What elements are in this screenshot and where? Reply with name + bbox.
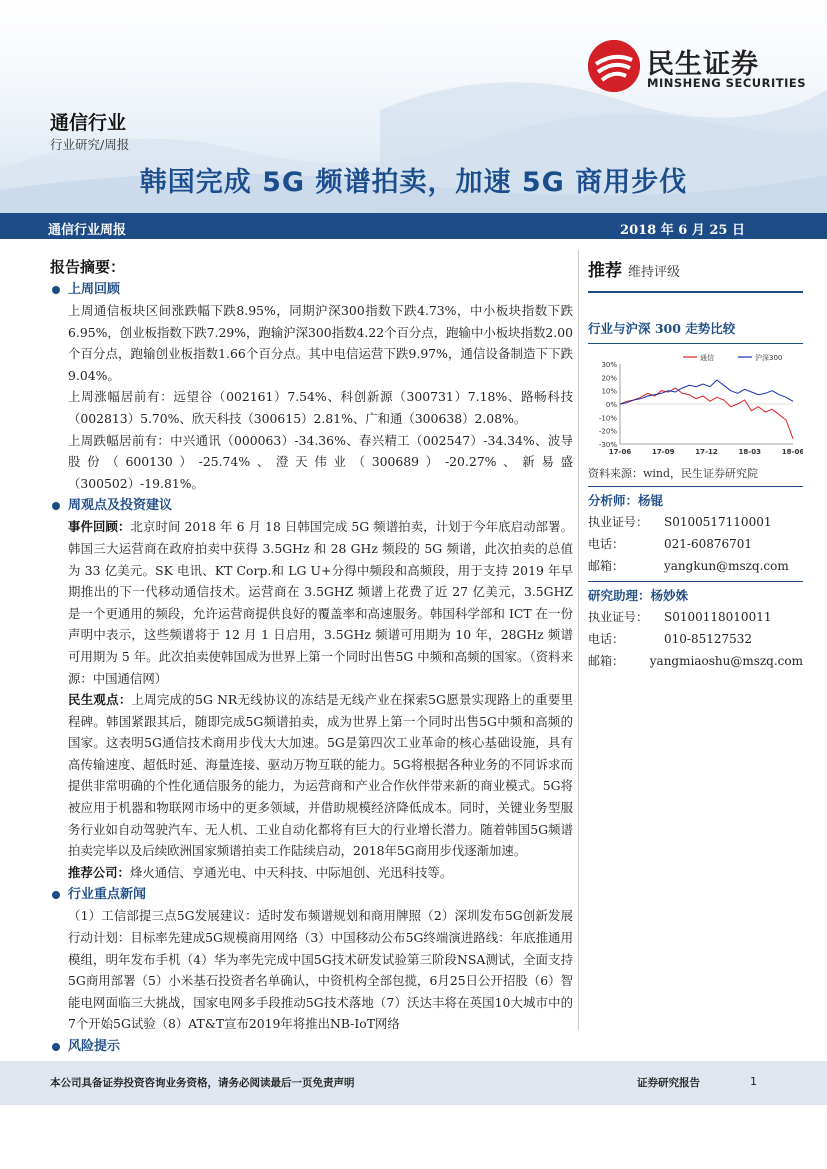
bullet-icon — [52, 1043, 60, 1051]
bullet-icon — [52, 891, 60, 899]
analyst-heading: 分析师：杨锟 — [588, 493, 664, 508]
contact-value: 010-85127532 — [664, 632, 753, 646]
contact-row — [588, 650, 803, 672]
contact-row — [588, 511, 803, 533]
section-heading: 风险提示 — [50, 1037, 573, 1057]
contact-value: S0100118010011 — [664, 610, 772, 624]
y-tick-label: 0% — [605, 401, 617, 409]
bullet-icon — [52, 286, 60, 294]
y-tick-label: -20% — [598, 427, 617, 436]
footer-doc-type: 证券研究报告 — [637, 1077, 700, 1089]
y-tick-label: 10% — [601, 387, 617, 396]
section-heading: 行业重点新闻 — [50, 885, 573, 905]
x-tick-label: 17-06 — [608, 448, 632, 456]
y-tick-label: 20% — [601, 374, 617, 383]
contact-row — [588, 533, 803, 555]
section-news — [50, 885, 573, 1035]
legend-label: 通信 — [700, 354, 714, 362]
paragraph: 上周跌幅居前有：中兴通讯（000063）-34.36%、春兴精工（002547）-34.34%、波导股份（600130）-25.74%、澄天伟业（300689）-20.27%、新易盛（300502）-19.81%。 — [68, 432, 573, 491]
sidebar — [588, 256, 803, 672]
contact-value: 021-60876701 — [664, 537, 753, 551]
x-tick-label: 17-09 — [652, 448, 675, 456]
y-tick-label: 30% — [601, 361, 617, 369]
contact-value[interactable]: yangmiaoshu@mszq.com — [649, 654, 803, 668]
brand-name-cn: 民生证券 — [647, 49, 759, 80]
contact-row — [588, 606, 803, 628]
section-view — [50, 496, 573, 883]
contact-label: 电话： — [588, 537, 625, 551]
footer-disclaimer: 本公司具备证券投资咨询业务资格，请务必阅读最后一页免责声明 — [50, 1077, 355, 1089]
x-tick-label: 18-06 — [781, 448, 803, 456]
contact-value: S0100517110001 — [664, 515, 772, 529]
paragraph: （1）工信部提三点5G发展建议：适时发布频谱规划和商用牌照（2）深圳发布5G创新发展行动计划：目标率先建成5G规模商用网络（3）中国移动公布5G终端演进路线：年底推通用模组，明年发布手机（4）华为率先完成中国5G技术研发试验第三阶段NSA测试，全面支持5G商用部署（5）小米基石投资者名单确认，中资机构全部包揽，6月25日公开招股（6）智能电网面临三大挑战，国家电网多手段推动5G技术落地（7）沃达丰将在英国10大城市中的7个开始5G试验（8）AT&T宣布2019年将推出NB-IoT网络 — [68, 908, 573, 1032]
paragraph: 事件回顾：北京时间 2018 年 6 月 18 日韩国完成 5G 频谱拍卖，计划于今年底启动部署。韩国三大运营商在政府拍卖中获得 3.5GHz 和 28 GHz 频段的 5G 频谱，此次拍卖的总值为 33 亿美元。SK 电讯、KT Corp.和 LG U+分得中频段和高频段，用于支持 2019 年早期推出的下一代移动通信技术。运营商在 3.5GHZ 频谱上花费了近 27 亿美元，3.5GHZ 是一个更通用的频段，允许运营商提供良好的覆盖率和高速服务。韩国科学部和 ICT 在一份声明中表示，这些频谱将于 12 月 1 日启用，3.5GHz 频谱可用期为 10 年，28GHz 频谱可用期为 5 年。此次拍卖使韩国成为世界上第一个同时出售5G 中频和高频的国家。（资料来源：中国通信网） — [68, 519, 573, 686]
main-content — [50, 280, 573, 1081]
section-heading: 周观点及投资建议 — [50, 496, 573, 516]
legend-label: 沪深300 — [755, 354, 783, 362]
industry-label: 通信行业 — [50, 112, 127, 134]
brand-logo-icon — [588, 40, 640, 92]
contact-row — [588, 555, 803, 577]
paragraph: 上周涨幅居前有：远望谷（002161）7.54%、科创新源（300731）7.18%、路畅科技（002813）5.70%、欣天科技（300615）2.81%、广和通（300638）2.08%。 — [68, 389, 573, 426]
x-tick-label: 18-03 — [738, 448, 761, 456]
divider — [588, 486, 803, 487]
report-series-label: 通信行业周报 — [48, 223, 127, 238]
contact-label: 执业证号： — [588, 515, 649, 529]
chart-source: 资料来源：wind，民生证券研究院 — [588, 467, 759, 480]
series-line-hs300 — [620, 380, 793, 404]
y-tick-label: -10% — [598, 414, 617, 423]
assistant-heading: 研究助理：杨妙姝 — [588, 588, 689, 603]
rating: 推荐 维持评级 — [588, 261, 681, 281]
bullet-icon — [52, 502, 60, 510]
paragraph: 推荐公司：烽火通信、亨通光电、中天科技、中际旭创、光迅科技等。 — [68, 864, 453, 880]
brand-name-en: MINSHENG SECURITIES — [647, 76, 806, 90]
series-line-telecom — [620, 388, 793, 439]
contact-label: 邮箱： — [588, 654, 625, 668]
contact-label: 执业证号： — [588, 610, 649, 624]
divider — [588, 581, 803, 582]
page-number: 1 — [750, 1075, 757, 1088]
contact-label: 电话： — [588, 632, 625, 646]
section-heading: 上周回顾 — [50, 280, 573, 300]
assistant-contact — [588, 606, 803, 672]
report-date: 2018 年 6 月 25 日 — [620, 223, 745, 238]
page-title: 韩国完成 5G 频谱拍卖，加速 5G 商用步伐 — [139, 167, 688, 198]
paragraph: 民生观点：上周完成的5G NR无线协议的冻结是无线产业在探索5G愿景实现路上的重要里程碑。韩国紧跟其后，随即完成5G频谱拍卖，成为世界上第一个同时出售5G中频和高频的国家。这表明5G通信技术商用步伐大大加速。5G是第四次工业革命的核心基础设施，具有高传输速度、超低时延、海量连接、驱动万物互联的能力。5G将根据各种业务的不同诉求而提供非常明确的个性化通信服务的能力，为运营商和产业合作伙伴带来新的商业模式。5G将被应用于机器和物联网市场中的更多领域，并借助规模经济降低成本。同时，关键业务型服务行业如自动驾驶汽车、无人机、工业自动化都将有巨大的行业增长潜力。随着韩国5G频谱拍卖完毕以及后续欧洲国家频谱拍卖工作陆续启动，2018年5G商用步伐逐渐加速。 — [68, 692, 574, 859]
divider — [588, 343, 803, 344]
contact-label: 邮箱： — [588, 559, 625, 573]
comparison-chart — [588, 352, 803, 462]
y-tick-label: -30% — [598, 441, 617, 449]
paragraph: 上周通信板块区间涨跌幅下跌8.95%，同期沪深300指数下跌4.73%，中小板块指数下跌6.95%，创业板指数下跌7.29%，跑输沪深300指数4.22个百分点，跑输中小板块指数2.00个百分点，跑输创业板指数1.66个百分点。其中电信运营下跌9.97%，通信设备制造下下跌9.04%。 — [68, 303, 573, 383]
section-review — [50, 280, 573, 494]
abstract-heading: 报告摘要： — [50, 258, 126, 276]
column-divider — [578, 250, 579, 1030]
divider — [588, 291, 803, 293]
report-type: 行业研究/周报 — [50, 137, 130, 152]
analyst-contact — [588, 511, 803, 577]
chart-title: 行业与沪深 300 走势比较 — [588, 321, 736, 336]
contact-row — [588, 628, 803, 650]
contact-value[interactable]: yangkun@mszq.com — [664, 559, 789, 573]
x-tick-label: 17-12 — [695, 448, 718, 456]
